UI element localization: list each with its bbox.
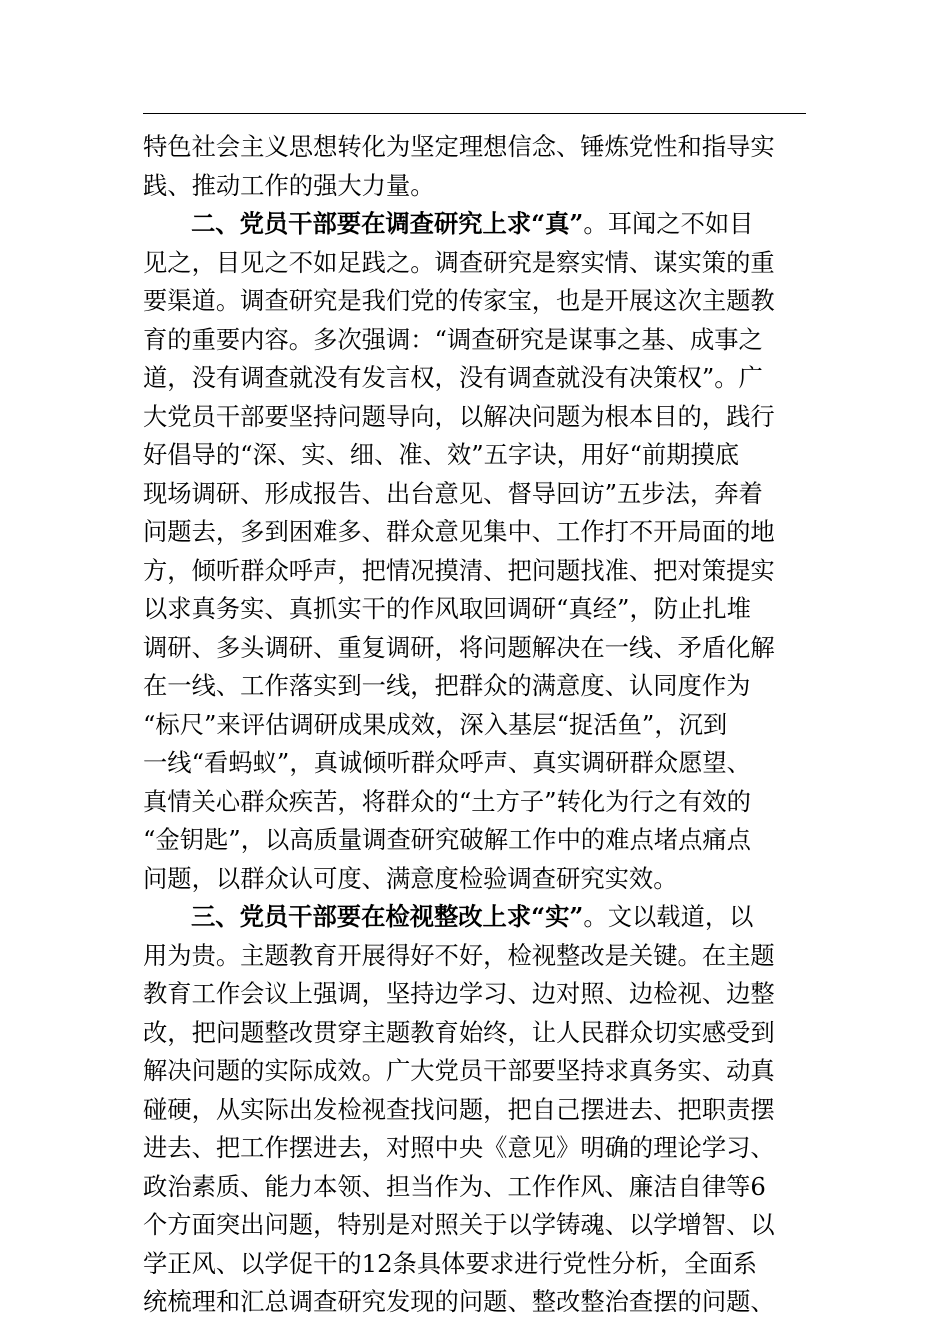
text-line: 问题，以群众认可度、满意度检验调查研究实效。 xyxy=(143,863,678,893)
text-line: 解决问题的实际成效。广大党员干部要坚持求真务实、动真 xyxy=(143,1056,775,1085)
document-body xyxy=(143,128,806,1322)
text-line: 育的重要内容。多次强调：“调查研究是谋事之基、成事之 xyxy=(143,324,763,354)
text-line: 改，把问题整改贯穿主题教育始终，让人民群众切实感受到 xyxy=(143,1017,775,1047)
text-line: 个方面突出问题，特别是对照关于以学铸魂、以学增智、以 xyxy=(143,1210,775,1239)
section-first-line xyxy=(143,205,806,244)
text-line: 教育工作会议上强调，坚持边学习、边对照、边检视、边整 xyxy=(143,979,775,1008)
text-line: 大党员干部要坚持问题导向，以解决问题为根本目的，践行 xyxy=(143,401,775,431)
text-line: 要渠道。调查研究是我们党的传家宝，也是开展这次主题教 xyxy=(143,286,775,315)
text-line: 进去、把工作摆进去，对照中央《意见》明确的理论学习、 xyxy=(143,1133,775,1162)
text-line: 道，没有调查就没有发言权，没有调查就没有决策权”。广 xyxy=(143,363,763,392)
text-line: 统梳理和汇总调查研究发现的问题、整改整治查摆的问题、 xyxy=(143,1287,775,1316)
section-lead-text: 。文以载道，以 xyxy=(583,902,754,931)
section-lead-text: 。耳闻之不如目 xyxy=(583,209,754,238)
text-line: 一线“看蚂蚁”，真诚倾听群众呼声、真实调研群众愿望、 xyxy=(143,748,751,777)
section-heading: 三、党员干部要在检视整改上求“实” xyxy=(191,902,584,931)
text-line: 特色社会主义思想转化为坚定理想信念、锤炼党性和指导实 xyxy=(143,132,775,161)
text-line: 见之，目见之不如足践之。调查研究是察实情、谋实策的重 xyxy=(143,247,775,277)
text-line: 以求真务实、真抓实干的作风取回调研“真经”，防止扎堆 xyxy=(143,594,751,623)
text-line: 真情关心群众疾苦，将群众的“土方子”转化为行之有效的 xyxy=(143,786,751,816)
section-heading: 二、党员干部要在调查研究上求“真” xyxy=(191,209,584,238)
text-line: “标尺”来评估调研成果成效，深入基层“捉活鱼”，沉到 xyxy=(143,709,728,739)
text-line: 政治素质、能力本领、担当作为、工作作风、廉洁自律等6 xyxy=(143,1171,766,1201)
text-line: 现场调研、形成报告、出台意见、督导回访”五步法，奔着 xyxy=(143,478,763,508)
text-line: 方，倾听群众呼声，把情况摸清、把问题找准、把对策提实 xyxy=(143,555,775,585)
text-line: 好倡导的“深、实、细、准、效”五字诀，用好“前期摸底 xyxy=(143,440,740,469)
section-paragraph-2 xyxy=(143,205,806,898)
text-line: 问题去，多到困难多、群众意见集中、工作打不开局面的地 xyxy=(143,517,775,546)
section-paragraph-3 xyxy=(143,898,806,1322)
text-line: 学正风、以学促干的12条具体要求进行党性分析，全面系 xyxy=(143,1248,758,1278)
text-line: 在一线、工作落实到一线，把群众的满意度、认同度作为 xyxy=(143,671,751,700)
text-line: 用为贵。主题教育开展得好不好，检视整改是关键。在主题 xyxy=(143,940,775,970)
text-line: 践、推动工作的强大力量。 xyxy=(143,170,435,200)
text-line: “金钥匙”，以高质量调查研究破解工作中的难点堵点痛点 xyxy=(143,825,751,854)
header-rule xyxy=(143,113,806,114)
text-line: 调研、多头调研、重复调研，将问题解决在一线、矛盾化解 xyxy=(143,632,775,662)
carryover-paragraph xyxy=(143,128,806,205)
text-line: 碰硬，从实际出发检视查找问题，把自己摆进去、把职责摆 xyxy=(143,1094,775,1124)
section-first-line xyxy=(143,898,806,937)
